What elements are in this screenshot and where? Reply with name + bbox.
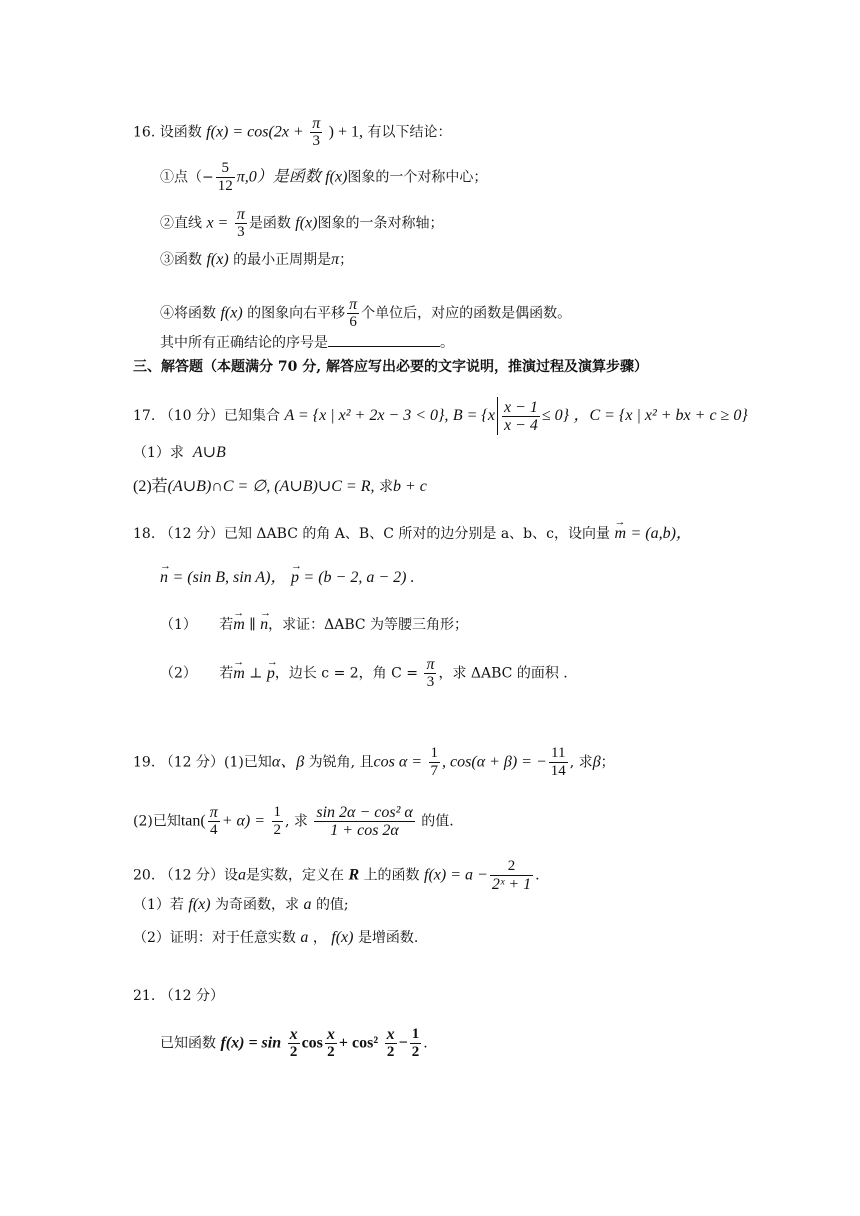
- q16-question: 其中所有正确结论的序号是 。: [160, 332, 454, 353]
- q16-conclusion-3: ③函数 f(x) 的最小正周期是π；: [160, 251, 354, 268]
- vector-m: → m: [614, 524, 626, 544]
- q16-conclusion-4: ④将函数 f(x) 的图象向右平移 $\frac{\pi}{6}$ 个单位后，对应的函数是偶函数。: [160, 296, 572, 330]
- q17-part-1: （1）求 A∪B: [133, 444, 226, 461]
- q18-stem: 18. （12 分）已知 ΔABC 的角 A、B、C 所对的边分别是 a、b、c，设向量 → m = (a,b)，: [133, 524, 692, 544]
- q19-part-1: 19. （12 分）(1)已知α、β 为锐角, 且cos α = $\frac{1}{7}$ , cos(α + β) = − $\frac{11}{14}$ , 求β；: [133, 745, 615, 779]
- q21-stem: 21. （12 分）: [133, 988, 224, 1004]
- q16-fraction: $\frac{\pi}{3}$: [312, 115, 321, 149]
- q16-conclusion-1: ①点（− $\frac{5}{12}$ π,0）是函数 f(x)图象的一个对称中心；: [160, 160, 488, 194]
- q18-part-1: （1） 若→ m ∥ → n，求证：ΔABC 为等腰三角形；: [160, 615, 468, 635]
- q17-stem: 17. （10 分）已知集合 A = {x | x² + 2x − 3 < 0}, B = {x $\frac{x - 1}{x - 4}$ ≤ 0} ，C = {x | x² + bx + c ≥ 0}: [133, 398, 748, 434]
- q20-part-1: （1）若 f(x) 为奇函数，求 a 的值;: [133, 896, 349, 913]
- q18-part-2: （2） 若→ m ⊥ → p，边长 c = 2，角 C = $\frac{\pi}{3}$ ，求 ΔABC 的面积 .: [160, 656, 568, 691]
- vector-p: → p: [291, 568, 299, 588]
- q16-stem: 16. 设函数 f(x) = cos(2x + $\frac{\pi}{3}$ ) + 1, 有以下结论：: [133, 115, 452, 149]
- q21-function: 已知函数 f(x) = sin $\frac{x}{2}$ cos $\frac{x}{2}$ + cos² $\frac{x}{2}$ − $\frac{1}{2}$ .: [160, 1026, 428, 1060]
- section-heading: 三、解答题（本题满分 70 分, 解答应写出必要的文字说明，推演过程及演算步骤）: [133, 359, 648, 375]
- q17-part-2: (2)若(A∪B)∩C = ∅, (A∪B)∪C = R, 求b + c: [133, 478, 427, 495]
- q16-function: f(x) = cos(2x +: [206, 123, 304, 141]
- q16-conclusion-2: ②直线 x = $\frac{\pi}{3}$ 是函数 f(x)图象的一条对称轴；: [160, 206, 444, 240]
- answer-blank: [328, 332, 440, 347]
- vector-n: → n: [160, 568, 168, 588]
- q20-part-2: （2）证明：对于任意实数 a ， f(x) 是增函数.: [133, 929, 419, 946]
- q18-vectors: → n = (sin B, sin A)， → p = (b − 2, a − 2) .: [160, 568, 414, 588]
- q19-part-2: (2)已知tan( $\frac{\pi}{4}$ + α) = $\frac{1}{2}$ , 求 $\frac{\text{sin 2α − cos² α}}{1 + \cos 2\alpha}$ 的值.: [133, 804, 454, 839]
- q20-stem: 20. （12 分）设a是实数，定义在 R 上的函数 f(x) = a − $\frac{2}{\text{2ˣ + 1}}$ .: [133, 858, 540, 893]
